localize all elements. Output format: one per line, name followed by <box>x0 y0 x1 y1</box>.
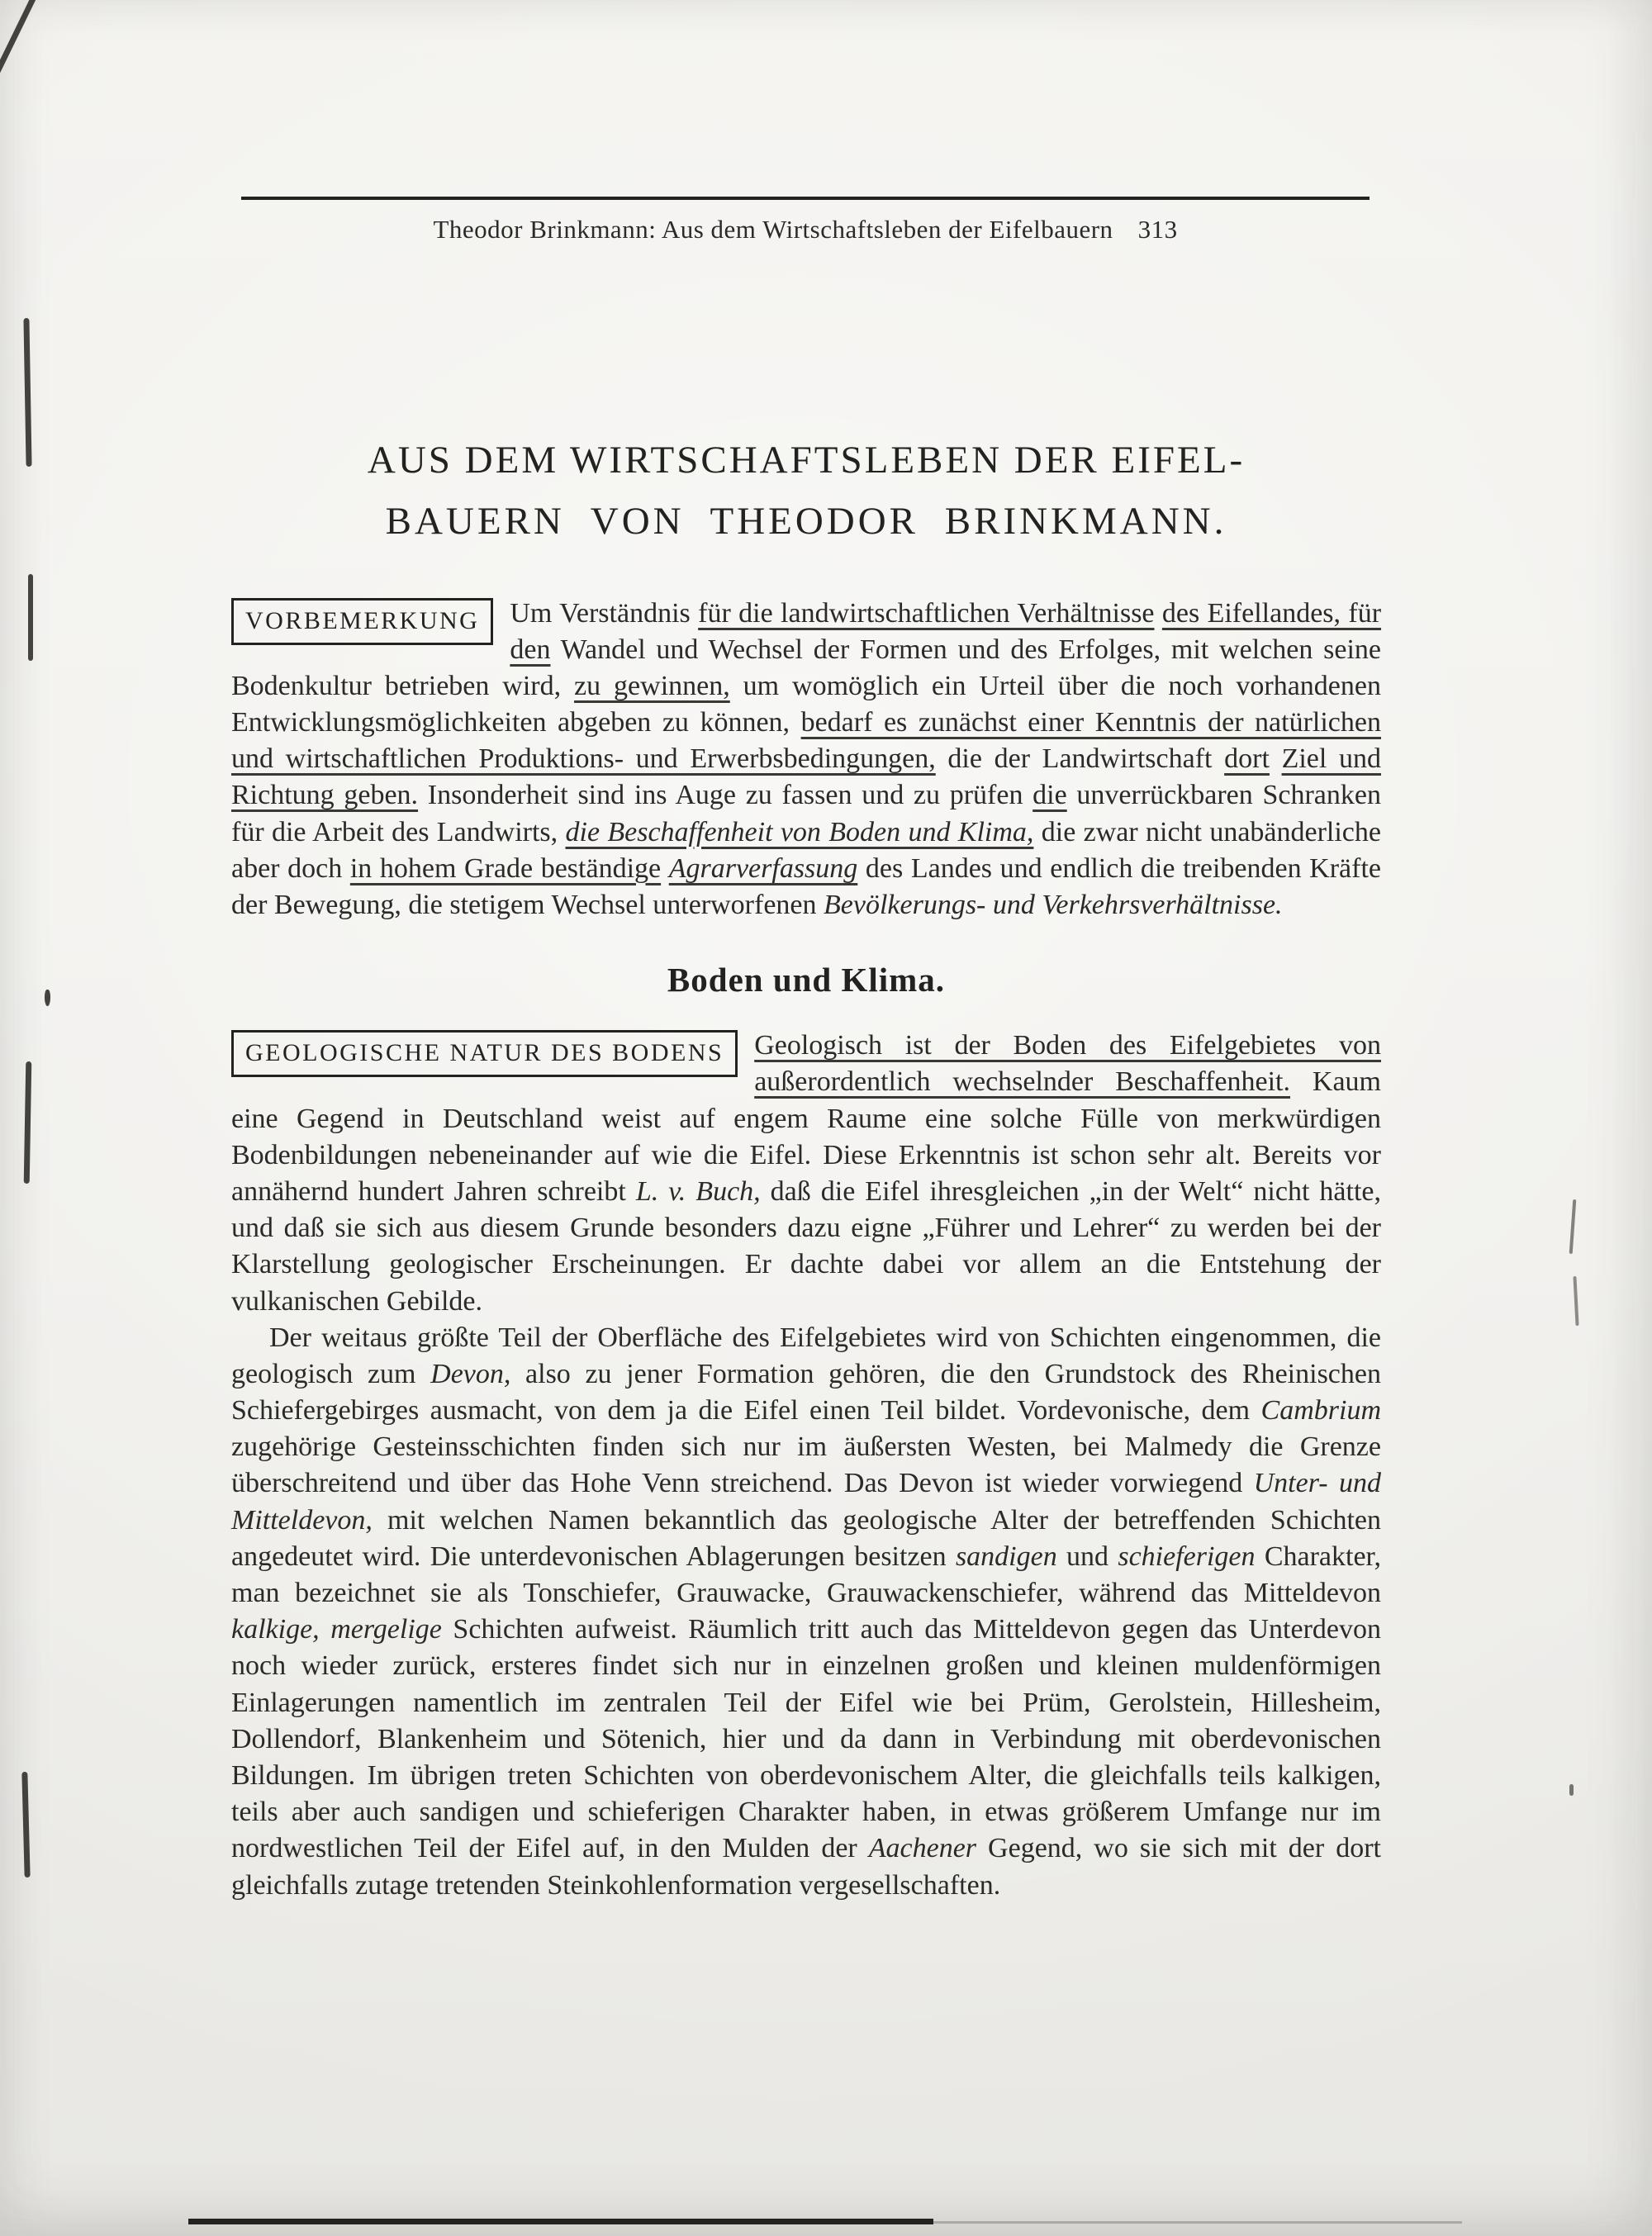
paragraph-vorbemerkung <box>231 596 1381 924</box>
title-line-1: AUS DEM WIRTSCHAFTSLEBEN DER EIFEL- <box>367 439 1246 482</box>
page-number: 313 <box>1137 215 1178 244</box>
scan-artifact <box>1573 1276 1578 1326</box>
vorbemerkung-text: Um Verständnis für die landwirtschaftlichen Verhältnisse des Eifellandes, für den Wandel und Wechsel der Formen und des Erfolges, mit welchen seine Bodenkultur betrieben wird, zu gewinnen, um womöglich ein Urteil über die noch vorhandenen Entwicklungsmöglichkeiten abgeben zu können, bedarf es zunächst einer Kenntnis der natürlichen und wirtschaftlichen Produktions- und Erwerbsbedingungen, die der Landwirtschaft dort Ziel und Richtung geben. Insonderheit sind ins Auge zu fassen und zu prüfen die unverrückbaren Schranken für die Arbeit des Landwirts, die Beschaffenheit von Boden und Klima, die zwar nicht unabänderliche aber doch in hohem Grade beständige Agrarverfassung des Landes und endlich die treibenden Kräfte der Bewegung, die stetigem Wechsel unterworfenen Bevölkerungs- und Verkehrsverhältnisse. <box>231 597 1382 920</box>
devon-text: Der weitaus größte Teil der Oberfläche des Eifelgebietes wird von Schichten eingenommen, die geologisch zum Devon, also zu jener Formation gehören, die den Grundstock des Rheinischen Schiefergebirges ausmacht, von dem ja die Eifel einen Teil bildet. Vordevonische, dem Cambrium zugehörige Gesteinsschichten finden sich nur im äußersten Westen, bei Malmedy die Grenze überschreitend und über das Hohe Venn streichend. Das Devon ist wieder vorwiegend Unter- und Mitteldevon, mit welchen Namen bekanntlich das geologische Alter der betreffenden Schichten angedeutet wird. Die unterdevonischen Ablagerungen besitzen sandigen und schieferigen Charakter, man bezeichnet sie als Tonschiefer, Grauwacke, Grauwackenschiefer, während das Mitteldevon kalkige, mergelige Schichten aufweist. Räumlich tritt auch das Mitteldevon gegen das Unterdevon noch wieder zurück, ersteres findet sich nur in einzelnen großen und kleinen muldenförmigen Einlagerungen namentlich im zentralen Teil der Eifel wie bei Prüm, Gerolstein, Hillesheim, Dollendorf, Blankenheim und Sötenich, hier und da dann in Verbindung mit oberdevonischen Bildungen. Im übrigen treten Schichten von oberdevonischem Alter, die gleichfalls teils kalkigen, teils aber auch sandigen und schieferigen Charakter haben, in etwas größerem Umfange nur im nordwestlichen Teil der Eifel auf, in den Mulden der Aachener Gegend, wo sie sich mit der dort gleichfalls zutage tretenden Steinkohlenformation vergesellschaften. <box>231 1322 1382 1901</box>
section-heading: Boden und Klima. <box>667 961 946 999</box>
bottom-rule <box>188 2219 933 2224</box>
title-line-2: BAUERN VON THEODOR BRINKMANN. <box>385 500 1227 544</box>
paragraph-geologie <box>231 1028 1381 1320</box>
bottom-rule-faint <box>933 2221 1462 2224</box>
scan-artifact <box>0 0 38 107</box>
header-rule <box>241 197 1370 200</box>
paragraph-devon <box>231 1320 1381 1904</box>
article-title <box>231 430 1381 553</box>
scan-artifact <box>28 574 33 661</box>
geologie-label-box: GEOLOGISCHE NATUR DES BODENS <box>231 1030 738 1077</box>
scan-artifact <box>1569 1199 1577 1254</box>
page-content <box>231 430 1381 1904</box>
scan-artifact <box>24 1061 32 1184</box>
scan-artifact <box>23 318 31 467</box>
scan-artifact <box>21 1772 30 1878</box>
geologie-text: Geologisch ist der Boden des Eifelgebietes von außerordentlich wechselnder Beschaffenheit. Kaum eine Gegend in Deutschland weist auf engem Raume eine solche Fülle von merkwürdigen Bodenbildungen nebeneinander auf wie die Eifel. Diese Erkenntnis ist schon sehr alt. Bereits vor annähernd hundert Jahren schreibt L. v. Buch, daß die Eifel ihresgleichen „in der Welt“ nicht hätte, und daß sie sich aus diesem Grunde besonders dazu eigne „Führer und Lehrer“ zu werden bei der Klarstellung geologischer Erscheinungen. Er dachte dabei vor allem an die Entstehung der vulkanischen Gebilde. <box>231 1030 1381 1317</box>
running-header-text: Theodor Brinkmann: Aus dem Wirtschaftsleben der Eifelbauern <box>433 215 1113 244</box>
scan-artifact <box>45 990 50 1006</box>
running-header <box>241 215 1370 244</box>
scan-artifact <box>1569 1784 1574 1796</box>
vorbemerkung-label-box: VORBEMERKUNG <box>231 598 493 645</box>
